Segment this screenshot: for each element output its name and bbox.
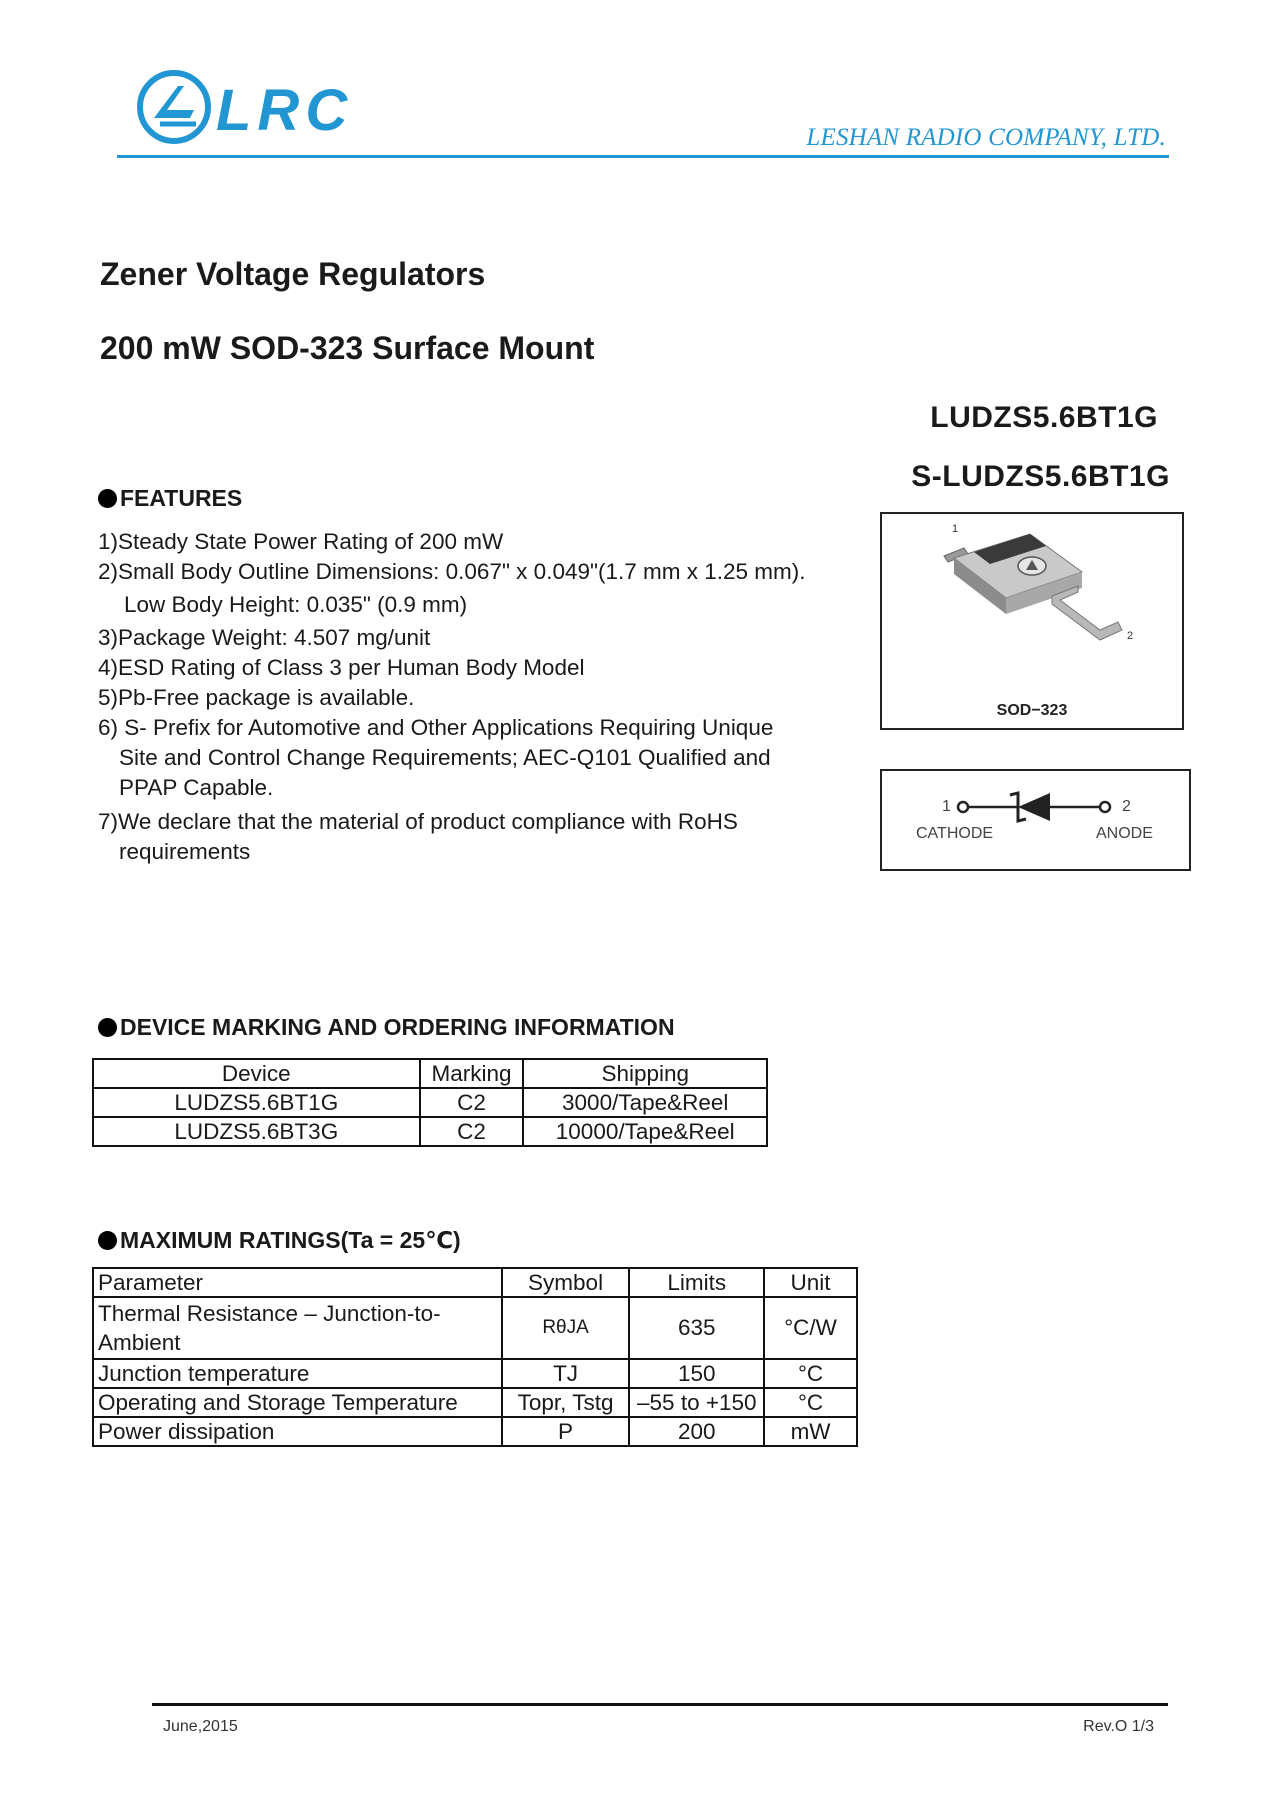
table-cell: C2 xyxy=(420,1117,524,1146)
table-cell: –55 to +150 xyxy=(629,1388,764,1417)
pin2-label: 2 xyxy=(1127,630,1134,642)
anode-label: ANODE xyxy=(1096,825,1153,842)
feature-item: 3)Package Weight: 4.507 mg/unit xyxy=(98,625,431,650)
pinout-diagram xyxy=(880,769,1191,871)
table-cell: TJ xyxy=(502,1359,630,1388)
table-row xyxy=(93,1297,857,1359)
table-header: Unit xyxy=(764,1268,857,1297)
document-title: Zener Voltage Regulators xyxy=(100,256,486,292)
table-cell: RθJA xyxy=(502,1297,630,1359)
table-row xyxy=(93,1088,767,1117)
table-header: Shipping xyxy=(523,1059,767,1088)
table-header-row xyxy=(93,1268,857,1297)
table-cell: LUDZS5.6BT1G xyxy=(93,1088,420,1117)
feature-item: 4)ESD Rating of Class 3 per Human Body Model xyxy=(98,655,585,680)
table-header: Device xyxy=(93,1059,420,1088)
table-cell: °C xyxy=(764,1359,857,1388)
company-logo xyxy=(134,66,374,148)
table-header: Limits xyxy=(629,1268,764,1297)
table-header: Symbol xyxy=(502,1268,630,1297)
ratings-table xyxy=(92,1267,858,1447)
pin1-number: 1 xyxy=(942,798,951,815)
pin2-number: 2 xyxy=(1122,798,1131,815)
bullet-icon xyxy=(98,489,117,508)
feature-item: 6) S- Prefix for Automotive and Other Applications Requiring Unique xyxy=(98,715,774,740)
table-cell: 200 xyxy=(629,1417,764,1446)
feature-item: Low Body Height: 0.035" (0.9 mm) xyxy=(124,592,468,617)
table-cell: Topr, Tstg xyxy=(502,1388,630,1417)
table-row xyxy=(93,1117,767,1146)
table-cell: C2 xyxy=(420,1088,524,1117)
marking-heading xyxy=(98,1014,675,1041)
table-cell: mW xyxy=(764,1417,857,1446)
company-name: LESHAN RADIO COMPANY, LTD. xyxy=(806,124,1166,151)
feature-item: 5)Pb-Free package is available. xyxy=(98,685,415,710)
marking-table xyxy=(92,1058,768,1147)
table-cell: 635 xyxy=(629,1297,764,1359)
package-label: SOD−323 xyxy=(996,702,1068,719)
marking-heading-text: DEVICE MARKING AND ORDERING INFORMATION xyxy=(120,1014,675,1040)
table-cell: Operating and Storage Temperature xyxy=(93,1388,502,1417)
table-cell: P xyxy=(502,1417,630,1446)
feature-item: requirements xyxy=(119,839,251,864)
table-cell: 3000/Tape&Reel xyxy=(523,1088,767,1117)
part-number: LUDZS5.6BT1G xyxy=(930,401,1158,434)
features-heading-text: FEATURES xyxy=(120,485,243,511)
footer-revision: Rev.O 1/3 xyxy=(1083,1718,1154,1735)
features-heading xyxy=(98,485,242,512)
table-cell: LUDZS5.6BT3G xyxy=(93,1117,420,1146)
table-cell: 150 xyxy=(629,1359,764,1388)
footer-divider xyxy=(152,1703,1168,1706)
table-row xyxy=(93,1359,857,1388)
table-header-row xyxy=(93,1059,767,1088)
feature-item: Site and Control Change Requirements; AEC-Q101 Qualified and xyxy=(119,745,771,770)
table-cell: 10000/Tape&Reel xyxy=(523,1117,767,1146)
table-header: Marking xyxy=(420,1059,524,1088)
features-list xyxy=(98,527,858,867)
package-illustration xyxy=(880,512,1184,730)
table-row xyxy=(93,1417,857,1446)
table-cell: °C/W xyxy=(764,1297,857,1359)
ratings-heading-text: MAXIMUM RATINGS(Ta = 25℃) xyxy=(120,1227,461,1253)
feature-item: 2)Small Body Outline Dimensions: 0.067" x 0.049"(1.7 mm x 1.25 mm). xyxy=(98,559,806,584)
bullet-icon xyxy=(98,1231,117,1250)
table-cell: Thermal Resistance – Junction-to-Ambient xyxy=(93,1297,502,1359)
table-row xyxy=(93,1388,857,1417)
table-cell: °C xyxy=(764,1388,857,1417)
feature-item: 1)Steady State Power Rating of 200 mW xyxy=(98,529,504,554)
document-subtitle: 200 mW SOD-323 Surface Mount xyxy=(100,330,595,366)
bullet-icon xyxy=(98,1018,117,1037)
table-header: Parameter xyxy=(93,1268,502,1297)
feature-item: 7)We declare that the material of product compliance with RoHS xyxy=(98,809,738,834)
header-divider xyxy=(117,155,1169,158)
feature-item: PPAP Capable. xyxy=(119,775,274,800)
ratings-heading xyxy=(98,1227,461,1254)
part-number-s-prefix: S-LUDZS5.6BT1G xyxy=(911,460,1170,493)
table-cell: Junction temperature xyxy=(93,1359,502,1388)
cathode-label: CATHODE xyxy=(916,825,994,842)
pin1-label: 1 xyxy=(952,523,959,535)
logo-text: LRC xyxy=(216,78,354,143)
table-cell: Power dissipation xyxy=(93,1417,502,1446)
footer-date: June,2015 xyxy=(163,1718,238,1735)
